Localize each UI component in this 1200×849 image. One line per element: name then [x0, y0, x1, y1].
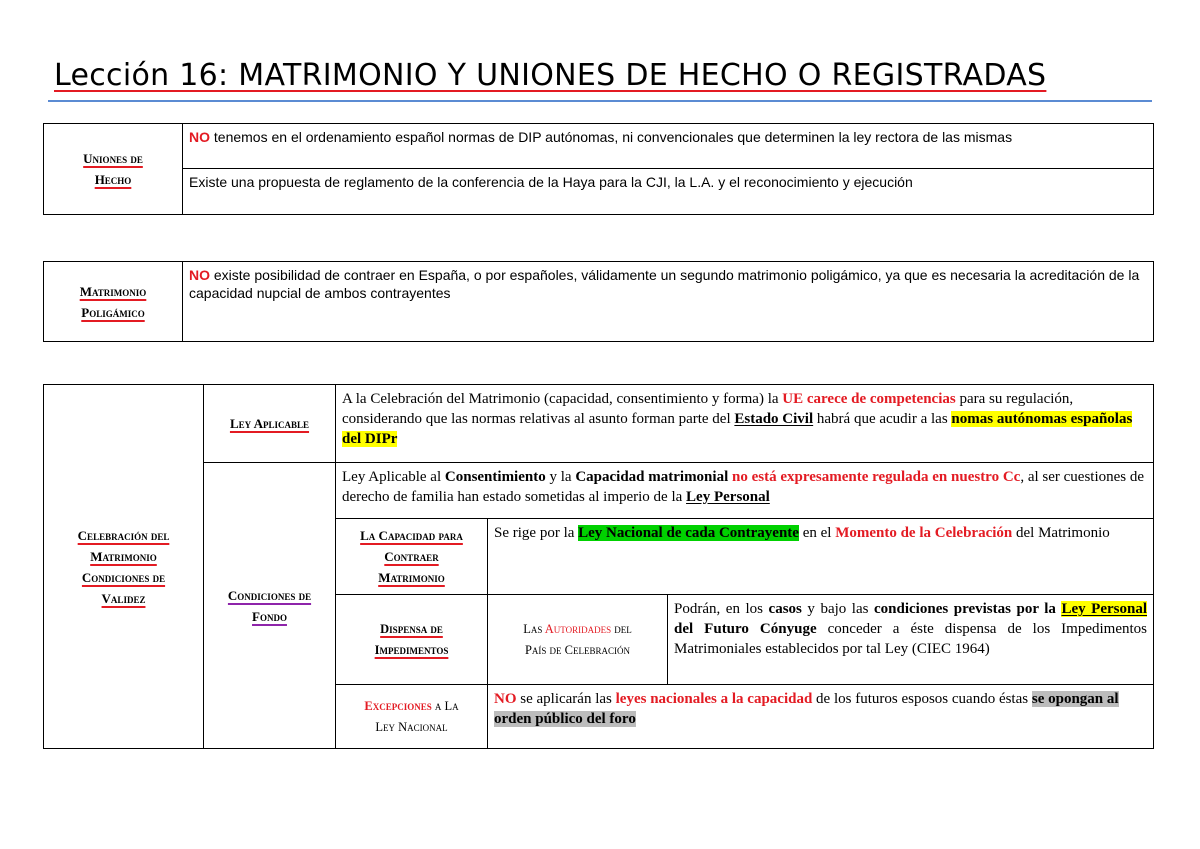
consentimiento-phrase: Consentimiento	[444, 469, 546, 485]
condiciones-fondo-label-line1: Condiciones de	[227, 587, 312, 603]
condiciones-fondo-label-cell	[204, 463, 336, 749]
poligamico-text: existe posibilidad de contraer en España, o por españoles, válidamente un segundo matrimonio poligámico, ya que es necesaria la acreditación de la capacidad nupcial de ambos contrayentes	[189, 267, 1140, 301]
casos-phrase: casos	[768, 601, 802, 617]
capacidad-t5: del Matrimonio	[1012, 525, 1110, 541]
poligamico-label-cell	[44, 262, 183, 342]
uniones-row1-text: tenemos en el ordenamiento español normas de DIP autónomas, ni convencionales que determinen la ley rectora de las mismas	[210, 129, 1013, 145]
condiciones-intro-cell	[336, 463, 1154, 519]
uniones-label-cell	[44, 124, 183, 215]
orden-publico-phrase: se opongan al orden público del foro	[494, 691, 1119, 727]
ley-nacional-label: Ley Nacional	[375, 719, 448, 734]
excepciones-label-t2: a La	[431, 698, 459, 713]
dispensa-t8: conceder a éste dispensa de los Impedimentos Matrimoniales establecidos por tal Ley (CIEC 1964)	[674, 621, 1148, 657]
capacidad-matrimonial-phrase: Capacidad matrimonial	[575, 469, 729, 485]
excepciones-label: Excepciones	[364, 698, 432, 713]
ley-aplicable-t5: habrá que acudir a las	[813, 411, 952, 427]
dispensa-t3: y bajo las	[801, 601, 875, 617]
dispensa-label-cell	[336, 595, 488, 685]
ley-aplicable-label-cell	[204, 385, 336, 463]
ley-personal-highlight: Ley Personal	[1061, 601, 1147, 617]
uniones-row2-text: Existe una propuesta de reglamento de la conferencia de la Haya para la CJI, la L.A. y el reconocimiento y ejecución	[189, 174, 913, 190]
normas-autonomas-phrase: nomas autónomas españolas del DIPr	[342, 411, 1133, 447]
excepciones-text-cell	[488, 685, 1154, 749]
uniones-row1	[183, 124, 1154, 169]
capacidad-label-cell	[336, 519, 488, 595]
momento-celebracion-phrase: Momento de la Celebración	[835, 525, 1013, 541]
autoridades-phrase: Autoridades	[544, 621, 612, 636]
celebracion-label-line2: Matrimonio	[90, 548, 157, 564]
dispensa-t1: Podrán, en los	[674, 601, 769, 617]
capacidad-text-cell	[488, 519, 1154, 595]
ley-aplicable-label: Ley Aplicable	[229, 416, 310, 431]
ley-aplicable-t1: A la Celebración del Matrimonio (capacidad, consentimiento y forma) la	[342, 391, 783, 407]
celebracion-label-cell	[44, 385, 204, 749]
poligamico-label-line2: Poligámico	[81, 304, 145, 320]
uniones-table	[43, 123, 1154, 215]
uniones-label-line2: Hecho	[94, 172, 132, 187]
dispensa-text-cell	[668, 595, 1154, 685]
condiciones-previstas-phrase: condiciones previstas por la	[874, 601, 1056, 617]
title-rule	[48, 100, 1152, 102]
ley-aplicable-text-cell	[336, 385, 1154, 463]
no-regulada-phrase: no está expresamente regulada en nuestro Cc	[732, 469, 1021, 485]
intro-t1: Ley Aplicable al	[342, 469, 445, 485]
uniones-label-line1: Uniones de	[83, 151, 143, 166]
capacidad-label-line2: Contraer	[384, 549, 439, 564]
futuro-conyuge-phrase: del Futuro Cónyuge	[674, 621, 817, 637]
excepciones-no-marker: NO	[494, 691, 517, 707]
ue-carece-phrase: UE carece de competencias	[782, 391, 956, 407]
capacidad-label-line1: La Capacidad para	[360, 528, 463, 543]
ley-nacional-phrase: Ley Nacional de cada Contrayente	[578, 525, 799, 541]
autoridades-t1: Las	[523, 621, 545, 636]
ley-personal-phrase: Ley Personal	[686, 489, 770, 505]
excepciones-t4: de los futuros esposos cuando éstas	[812, 691, 1032, 707]
poligamico-table	[43, 261, 1154, 342]
dispensa-label-line1: Dispensa de	[380, 621, 443, 636]
excepciones-label-cell	[336, 685, 488, 749]
poligamico-label-line1: Matrimonio	[79, 283, 147, 299]
celebracion-table	[43, 384, 1154, 749]
page-title: Lección 16: MATRIMONIO Y UNIONES DE HECHO O REGISTRADAS	[54, 58, 1047, 93]
uniones-no-marker: NO	[189, 129, 210, 145]
poligamico-text-cell	[183, 262, 1154, 342]
ley-aplicable-t3: para su regulación, considerando que las normas relativas al asunto forman parte del	[342, 391, 1074, 427]
capacidad-t3: en el	[798, 525, 836, 541]
intro-t3: y la	[545, 469, 576, 485]
capacidad-t1: Se rige por la	[494, 525, 579, 541]
dispensa-label-line2: Impedimentos	[374, 642, 449, 657]
poligamico-no-marker: NO	[189, 267, 210, 283]
uniones-row2	[183, 169, 1154, 215]
condiciones-fondo-label-line2: Fondo	[252, 608, 287, 624]
pais-celebracion: País de Celebración	[524, 642, 631, 657]
autoridades-t3: del	[611, 621, 632, 636]
estado-civil-phrase: Estado Civil	[734, 411, 814, 427]
celebracion-label-line1: Celebración del	[77, 527, 170, 543]
excepciones-t2: se aplicarán las	[516, 691, 616, 707]
celebracion-label-line4: Validez	[101, 590, 146, 606]
intro-t7: , al ser cuestiones de derecho de familia han estado sometidas al imperio de la	[342, 469, 1145, 505]
capacidad-label-line3: Matrimonio	[378, 570, 445, 585]
leyes-nacionales-phrase: leyes nacionales a la capacidad	[615, 691, 813, 707]
celebracion-label-line3: Condiciones de	[81, 569, 166, 585]
autoridades-cell	[488, 595, 668, 685]
